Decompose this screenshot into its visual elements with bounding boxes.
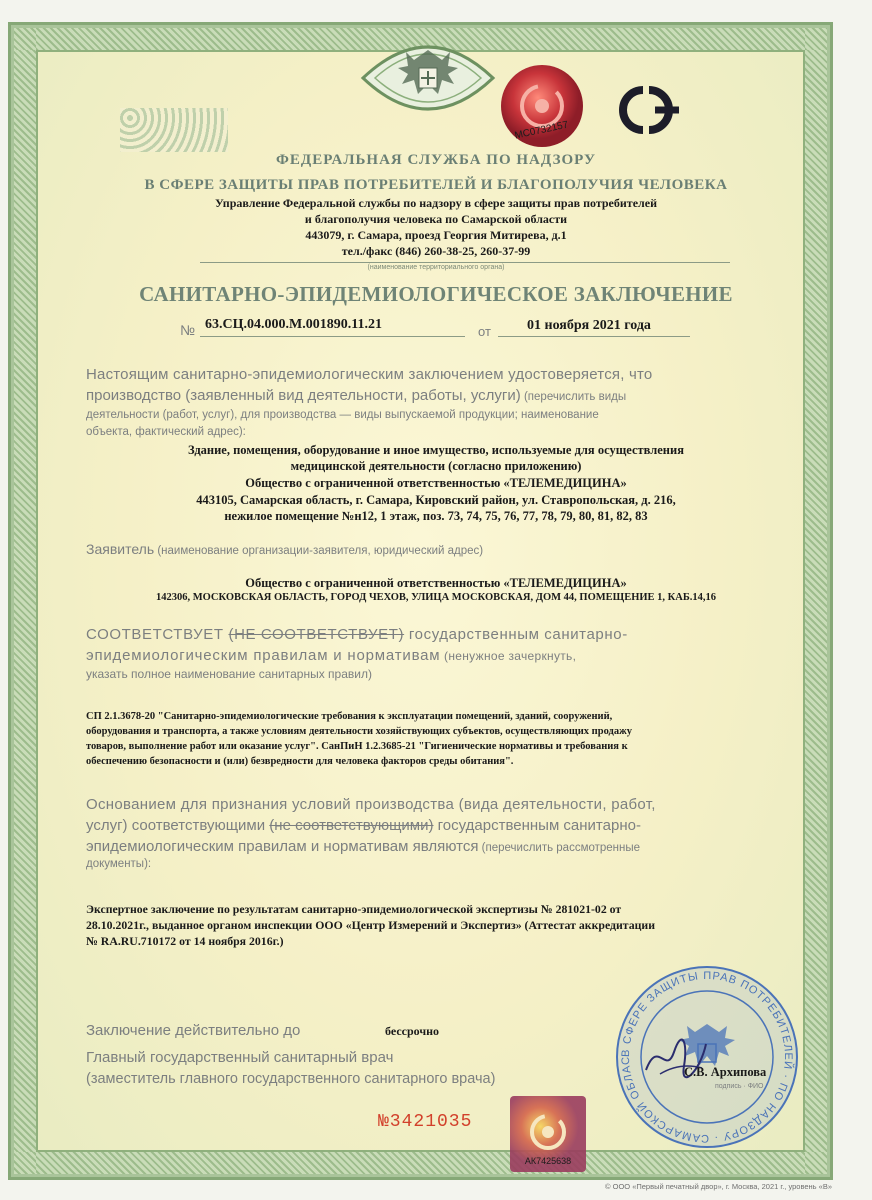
- number-underline: [200, 336, 465, 337]
- ornament-pattern: [120, 108, 228, 152]
- basis-line3-small: (перечислить рассмотренные: [478, 842, 641, 854]
- object-line5: нежилое помещение №н12, 1 этаж, поз. 73, 74, 75, 76, 77, 78, 79, 80, 81, 82, 83: [224, 509, 648, 523]
- applicant-address: 142306, МОСКОВСКАЯ ОБЛАСТЬ, ГОРОД ЧЕХОВ, УЛИЦА МОСКОВСКАЯ, ДОМ 44, ПОМЕЩЕНИЕ 1, КАБ.14,16: [155, 592, 717, 603]
- compliance-line2-main: эпидемиологическим правилам и нормативам: [86, 647, 441, 664]
- object-line2: медицинской деятельности (согласно приложению): [290, 459, 582, 473]
- object-line3: Общество с ограниченной ответственностью «ТЕЛЕМЕДИЦИНА»: [245, 476, 627, 490]
- compliance-word: СООТВЕТСТВУЕТ: [86, 626, 224, 643]
- serial-number: №3421035: [378, 1112, 473, 1132]
- date-prefix: от: [478, 324, 491, 339]
- object-line4: 443105, Самарская область, г. Самара, Кировский район, ул. Ставропольская, д. 216,: [196, 493, 676, 507]
- validity-value: бессрочно: [385, 1024, 440, 1038]
- validity-label: Заключение действительно до: [86, 1022, 301, 1039]
- agency-name-line1: ФЕДЕРАЛЬНАЯ СЛУЖБА ПО НАДЗОРУ: [276, 152, 596, 168]
- rules-line1: СП 2.1.3678-20 "Санитарно-эпидемиологические требования к эксплуатации помещений, зданий, сооружений,: [86, 711, 613, 722]
- signatory-name: С.В. Архипова: [684, 1065, 767, 1079]
- signature-caption-label2: ФИО: [747, 1083, 764, 1090]
- intro-line2-small: (перечислить виды: [520, 391, 627, 403]
- date-underline: [498, 336, 690, 337]
- bottom-hologram-seal: [508, 1094, 588, 1174]
- hologram-code: МС0732157: [513, 119, 570, 142]
- office-line3: 443079, г. Самара, проезд Георгия Митирева, д.1: [305, 228, 567, 242]
- russian-emblem: [355, 28, 501, 128]
- basis-line3: [86, 838, 640, 855]
- hologram-seal: [498, 63, 586, 149]
- compliance-struck: (НЕ СООТВЕТСТВУЕТ): [228, 626, 405, 643]
- printer-imprint: © ООО «Первый печатный двор», г. Москва, 2021 г., уровень «В»: [605, 1182, 832, 1191]
- applicant-name: Общество с ограниченной ответственностью «ТЕЛЕМЕДИЦИНА»: [245, 576, 627, 590]
- agency-name-line2: В СФЕРЕ ЗАЩИТЫ ПРАВ ПОТРЕБИТЕЛЕЙ И БЛАГОПОЛУЧИЯ ЧЕЛОВЕКА: [144, 177, 728, 193]
- intro-line1: Настоящим санитарно-эпидемиологическим заключением удостоверяется, что: [86, 366, 653, 383]
- signatory-line2: (заместитель главного государственного санитарного врача): [86, 1071, 496, 1087]
- basis-line2: [86, 817, 641, 834]
- office-line1: Управление Федеральной службы по надзору в сфере защиты прав потребителей: [214, 196, 657, 210]
- signature-caption: подпись · ФИО: [715, 1083, 764, 1090]
- intro-line2-main: производство (заявленный вид деятельности, работы, услуги): [86, 387, 521, 404]
- signature-caption-label: подпись: [715, 1083, 742, 1090]
- compliance-line3: указать полное наименование санитарных правил): [86, 667, 372, 681]
- basis-line2-end: государственным санитарно-: [433, 817, 641, 834]
- office-line4: тел./факс (846) 260-38-25, 260-37-99: [341, 244, 531, 258]
- certification-mark-icon: [605, 82, 687, 138]
- expert-line2: 28.10.2021г., выданное органом инспекции ООО «Центр Измерений и Экспертиз» (Аттестат аккредитации: [86, 918, 656, 932]
- basis-line1: Основанием для признания условий производства (вида деятельности, работ,: [86, 796, 656, 813]
- compliance-line2-small: (ненужное зачеркнуть,: [440, 649, 577, 663]
- intro-line2: [86, 387, 626, 404]
- issue-date: 01 ноября 2021 года: [527, 318, 651, 333]
- expert-line1: Экспертное заключение по результатам санитарно-эпидемиологической экспертизы № 281021-02 от: [86, 902, 622, 916]
- compliance-line1: [86, 626, 628, 643]
- applicant-label: Заявитель: [86, 541, 155, 557]
- compliance-line2: [86, 647, 576, 664]
- stamp-ring-text: В СФЕРЕ ЗАЩИТЫ ПРАВ ПОТРЕБИТЕЛЕЙ · ПО НАДЗОРУ · САМАРСКОЙ ОБЛАС: [619, 969, 795, 1145]
- expert-line3: № RA.RU.710172 от 14 ноября 2016г.): [86, 934, 284, 948]
- applicant-label-line: [86, 541, 483, 557]
- compliance-tail: государственным санитарно-: [404, 626, 628, 643]
- rules-line3: товаров, выполнение работ или оказание услуг". СанПиН 1.2.3685-21 "Гигиенические нормативы и требования к: [86, 741, 628, 752]
- basis-line4: документы):: [86, 858, 152, 870]
- object-line1: Здание, помещения, оборудование и иное имущество, используемые для осуществления: [188, 443, 684, 457]
- number-prefix: №: [180, 322, 196, 338]
- intro-line3: деятельности (работ, услуг), для производства — виды выпускаемой продукции; наименование: [86, 409, 599, 421]
- basis-line2-start: услуг) соответствующими: [86, 817, 270, 834]
- bottom-hologram-code: АК7425638: [524, 1156, 572, 1166]
- rules-line2: оборудования и транспорта, а также условиям деятельности хозяйствующих субъектов, осуществляющих продажу: [86, 726, 632, 737]
- document-title: САНИТАРНО-ЭПИДЕМИОЛОГИЧЕСКОЕ ЗАКЛЮЧЕНИЕ: [139, 282, 733, 306]
- office-line2: и благополучия человека по Самарской области: [304, 212, 568, 226]
- applicant-label-small: (наименование организации-заявителя, юридический адрес): [154, 545, 484, 557]
- certificate-number: 63.СЦ.04.000.М.001890.11.21: [205, 317, 382, 332]
- rules-line4: обеспечению безопасности и (или) безвредности для человека факторов среды обитания".: [86, 756, 514, 767]
- basis-line3-main: эпидемиологическим правилам и нормативам являются: [86, 838, 479, 855]
- signatory-line1: Главный государственный санитарный врач: [86, 1049, 394, 1066]
- office-caption: (наименование территориального органа): [367, 264, 505, 271]
- basis-struck: (не соответствующими): [269, 817, 434, 834]
- office-underline: [200, 262, 730, 263]
- intro-line4: объекта, фактический адрес):: [86, 426, 246, 438]
